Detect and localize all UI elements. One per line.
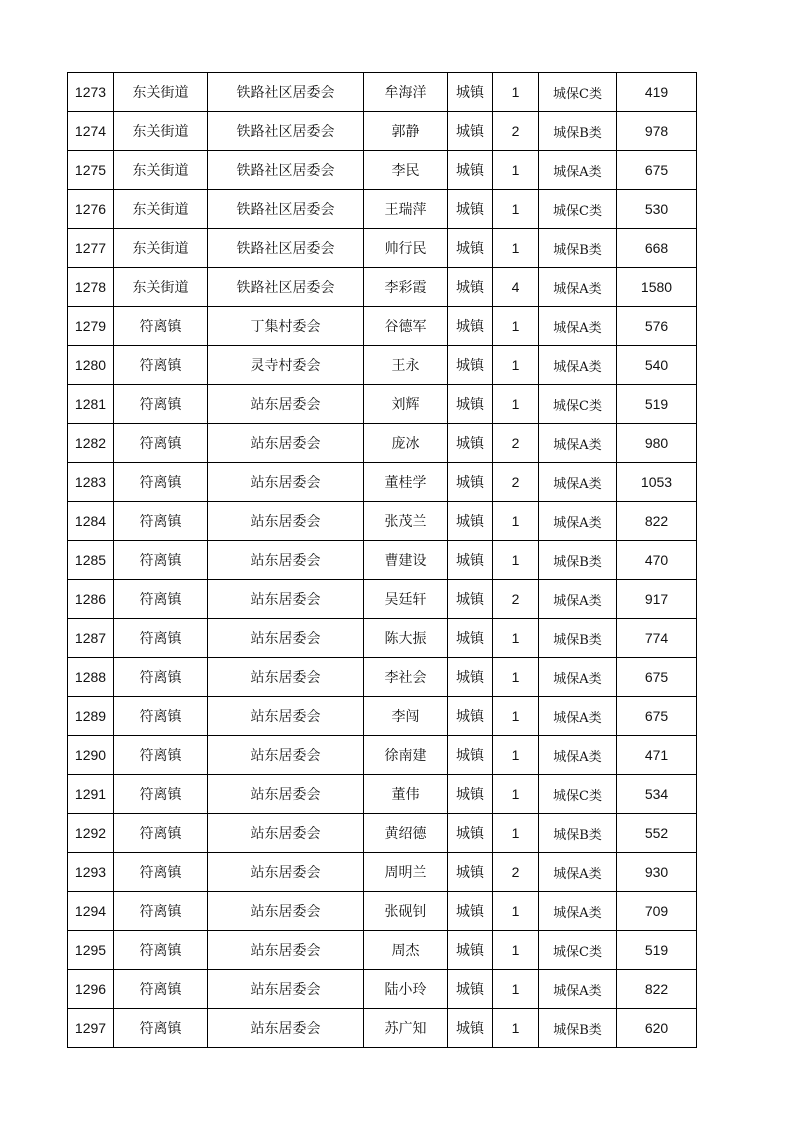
- committee-cell: 站东居委会: [208, 502, 364, 541]
- insurance-class-cell: 城保A类: [539, 892, 617, 931]
- table-row: [68, 502, 697, 541]
- insurance-class-cell: 城保B类: [539, 112, 617, 151]
- amount-cell: 978: [617, 112, 697, 151]
- committee-cell: 站东居委会: [208, 931, 364, 970]
- table-body: [68, 73, 697, 1048]
- amount-cell: 709: [617, 892, 697, 931]
- committee-cell: 站东居委会: [208, 424, 364, 463]
- household-count-cell: 1: [493, 970, 539, 1009]
- town-cell: 符离镇: [114, 931, 208, 970]
- committee-cell: 铁路社区居委会: [208, 190, 364, 229]
- amount-cell: 471: [617, 736, 697, 775]
- row-number-cell: 1286: [68, 580, 114, 619]
- household-count-cell: 1: [493, 502, 539, 541]
- insurance-class-cell: 城保C类: [539, 73, 617, 112]
- table-row: [68, 736, 697, 775]
- committee-cell: 铁路社区居委会: [208, 73, 364, 112]
- amount-cell: 530: [617, 190, 697, 229]
- area-type-cell: 城镇: [448, 541, 493, 580]
- row-number-cell: 1288: [68, 658, 114, 697]
- table-row: [68, 1009, 697, 1048]
- committee-cell: 站东居委会: [208, 1009, 364, 1048]
- row-number-cell: 1293: [68, 853, 114, 892]
- committee-cell: 站东居委会: [208, 736, 364, 775]
- amount-cell: 668: [617, 229, 697, 268]
- insurance-class-cell: 城保A类: [539, 424, 617, 463]
- household-count-cell: 1: [493, 73, 539, 112]
- insurance-class-cell: 城保C类: [539, 385, 617, 424]
- row-number-cell: 1275: [68, 151, 114, 190]
- town-cell: 符离镇: [114, 619, 208, 658]
- name-cell: 张砚钊: [364, 892, 448, 931]
- amount-cell: 822: [617, 970, 697, 1009]
- committee-cell: 站东居委会: [208, 697, 364, 736]
- table-row: [68, 346, 697, 385]
- amount-cell: 534: [617, 775, 697, 814]
- area-type-cell: 城镇: [448, 346, 493, 385]
- household-count-cell: 2: [493, 463, 539, 502]
- table-row: [68, 268, 697, 307]
- name-cell: 李民: [364, 151, 448, 190]
- committee-cell: 站东居委会: [208, 619, 364, 658]
- committee-cell: 丁集村委会: [208, 307, 364, 346]
- amount-cell: 576: [617, 307, 697, 346]
- amount-cell: 419: [617, 73, 697, 112]
- town-cell: 符离镇: [114, 502, 208, 541]
- data-table: [67, 72, 697, 1048]
- name-cell: 牟海洋: [364, 73, 448, 112]
- area-type-cell: 城镇: [448, 112, 493, 151]
- household-count-cell: 1: [493, 658, 539, 697]
- town-cell: 符离镇: [114, 346, 208, 385]
- household-count-cell: 1: [493, 619, 539, 658]
- amount-cell: 620: [617, 1009, 697, 1048]
- name-cell: 周明兰: [364, 853, 448, 892]
- name-cell: 帅行民: [364, 229, 448, 268]
- name-cell: 黄绍德: [364, 814, 448, 853]
- row-number-cell: 1290: [68, 736, 114, 775]
- insurance-class-cell: 城保A类: [539, 346, 617, 385]
- row-number-cell: 1278: [68, 268, 114, 307]
- area-type-cell: 城镇: [448, 151, 493, 190]
- household-count-cell: 1: [493, 541, 539, 580]
- name-cell: 周杰: [364, 931, 448, 970]
- table-row: [68, 541, 697, 580]
- area-type-cell: 城镇: [448, 892, 493, 931]
- table-row: [68, 970, 697, 1009]
- row-number-cell: 1274: [68, 112, 114, 151]
- town-cell: 东关街道: [114, 229, 208, 268]
- area-type-cell: 城镇: [448, 73, 493, 112]
- row-number-cell: 1280: [68, 346, 114, 385]
- town-cell: 符离镇: [114, 580, 208, 619]
- insurance-class-cell: 城保C类: [539, 190, 617, 229]
- insurance-class-cell: 城保A类: [539, 580, 617, 619]
- row-number-cell: 1292: [68, 814, 114, 853]
- committee-cell: 站东居委会: [208, 385, 364, 424]
- name-cell: 庞冰: [364, 424, 448, 463]
- name-cell: 李闯: [364, 697, 448, 736]
- name-cell: 郭静: [364, 112, 448, 151]
- insurance-class-cell: 城保A类: [539, 151, 617, 190]
- amount-cell: 675: [617, 151, 697, 190]
- name-cell: 王永: [364, 346, 448, 385]
- insurance-class-cell: 城保A类: [539, 463, 617, 502]
- table-row: [68, 190, 697, 229]
- table-row: [68, 307, 697, 346]
- insurance-class-cell: 城保A类: [539, 853, 617, 892]
- row-number-cell: 1279: [68, 307, 114, 346]
- row-number-cell: 1277: [68, 229, 114, 268]
- town-cell: 符离镇: [114, 307, 208, 346]
- area-type-cell: 城镇: [448, 385, 493, 424]
- row-number-cell: 1289: [68, 697, 114, 736]
- committee-cell: 灵寺村委会: [208, 346, 364, 385]
- row-number-cell: 1287: [68, 619, 114, 658]
- table-row: [68, 658, 697, 697]
- table-row: [68, 853, 697, 892]
- table-row: [68, 229, 697, 268]
- amount-cell: 552: [617, 814, 697, 853]
- insurance-class-cell: 城保C类: [539, 775, 617, 814]
- name-cell: 王瑞萍: [364, 190, 448, 229]
- town-cell: 东关街道: [114, 268, 208, 307]
- household-count-cell: 1: [493, 892, 539, 931]
- amount-cell: 675: [617, 658, 697, 697]
- amount-cell: 917: [617, 580, 697, 619]
- row-number-cell: 1282: [68, 424, 114, 463]
- row-number-cell: 1283: [68, 463, 114, 502]
- amount-cell: 1580: [617, 268, 697, 307]
- area-type-cell: 城镇: [448, 931, 493, 970]
- table-row: [68, 463, 697, 502]
- committee-cell: 铁路社区居委会: [208, 268, 364, 307]
- committee-cell: 站东居委会: [208, 775, 364, 814]
- name-cell: 陆小玲: [364, 970, 448, 1009]
- area-type-cell: 城镇: [448, 970, 493, 1009]
- table-row: [68, 775, 697, 814]
- amount-cell: 980: [617, 424, 697, 463]
- town-cell: 符离镇: [114, 853, 208, 892]
- town-cell: 符离镇: [114, 541, 208, 580]
- amount-cell: 774: [617, 619, 697, 658]
- town-cell: 东关街道: [114, 73, 208, 112]
- data-table-container: [67, 72, 697, 1048]
- row-number-cell: 1276: [68, 190, 114, 229]
- amount-cell: 675: [617, 697, 697, 736]
- insurance-class-cell: 城保B类: [539, 1009, 617, 1048]
- insurance-class-cell: 城保A类: [539, 502, 617, 541]
- insurance-class-cell: 城保B类: [539, 814, 617, 853]
- town-cell: 符离镇: [114, 736, 208, 775]
- area-type-cell: 城镇: [448, 424, 493, 463]
- table-row: [68, 424, 697, 463]
- insurance-class-cell: 城保C类: [539, 931, 617, 970]
- row-number-cell: 1285: [68, 541, 114, 580]
- insurance-class-cell: 城保A类: [539, 970, 617, 1009]
- household-count-cell: 2: [493, 424, 539, 463]
- name-cell: 李彩霞: [364, 268, 448, 307]
- area-type-cell: 城镇: [448, 814, 493, 853]
- household-count-cell: 2: [493, 853, 539, 892]
- row-number-cell: 1291: [68, 775, 114, 814]
- amount-cell: 470: [617, 541, 697, 580]
- committee-cell: 铁路社区居委会: [208, 112, 364, 151]
- table-row: [68, 112, 697, 151]
- area-type-cell: 城镇: [448, 1009, 493, 1048]
- table-row: [68, 814, 697, 853]
- town-cell: 符离镇: [114, 697, 208, 736]
- amount-cell: 822: [617, 502, 697, 541]
- insurance-class-cell: 城保A类: [539, 658, 617, 697]
- table-row: [68, 931, 697, 970]
- table-row: [68, 385, 697, 424]
- row-number-cell: 1281: [68, 385, 114, 424]
- town-cell: 东关街道: [114, 190, 208, 229]
- name-cell: 曹建设: [364, 541, 448, 580]
- household-count-cell: 1: [493, 697, 539, 736]
- town-cell: 东关街道: [114, 151, 208, 190]
- row-number-cell: 1295: [68, 931, 114, 970]
- insurance-class-cell: 城保B类: [539, 229, 617, 268]
- committee-cell: 站东居委会: [208, 892, 364, 931]
- amount-cell: 540: [617, 346, 697, 385]
- town-cell: 符离镇: [114, 424, 208, 463]
- table-row: [68, 580, 697, 619]
- area-type-cell: 城镇: [448, 658, 493, 697]
- committee-cell: 站东居委会: [208, 541, 364, 580]
- household-count-cell: 1: [493, 307, 539, 346]
- committee-cell: 站东居委会: [208, 814, 364, 853]
- row-number-cell: 1273: [68, 73, 114, 112]
- household-count-cell: 1: [493, 151, 539, 190]
- row-number-cell: 1284: [68, 502, 114, 541]
- area-type-cell: 城镇: [448, 268, 493, 307]
- town-cell: 符离镇: [114, 775, 208, 814]
- insurance-class-cell: 城保A类: [539, 268, 617, 307]
- name-cell: 董桂学: [364, 463, 448, 502]
- town-cell: 符离镇: [114, 658, 208, 697]
- household-count-cell: 1: [493, 1009, 539, 1048]
- area-type-cell: 城镇: [448, 580, 493, 619]
- table-row: [68, 619, 697, 658]
- area-type-cell: 城镇: [448, 307, 493, 346]
- town-cell: 符离镇: [114, 970, 208, 1009]
- town-cell: 符离镇: [114, 814, 208, 853]
- town-cell: 符离镇: [114, 1009, 208, 1048]
- area-type-cell: 城镇: [448, 229, 493, 268]
- name-cell: 张茂兰: [364, 502, 448, 541]
- table-row: [68, 151, 697, 190]
- area-type-cell: 城镇: [448, 853, 493, 892]
- area-type-cell: 城镇: [448, 502, 493, 541]
- insurance-class-cell: 城保A类: [539, 307, 617, 346]
- row-number-cell: 1297: [68, 1009, 114, 1048]
- area-type-cell: 城镇: [448, 463, 493, 502]
- household-count-cell: 1: [493, 229, 539, 268]
- committee-cell: 站东居委会: [208, 463, 364, 502]
- committee-cell: 站东居委会: [208, 658, 364, 697]
- town-cell: 符离镇: [114, 892, 208, 931]
- table-row: [68, 73, 697, 112]
- household-count-cell: 1: [493, 736, 539, 775]
- insurance-class-cell: 城保A类: [539, 697, 617, 736]
- name-cell: 徐南建: [364, 736, 448, 775]
- area-type-cell: 城镇: [448, 697, 493, 736]
- name-cell: 董伟: [364, 775, 448, 814]
- household-count-cell: 1: [493, 814, 539, 853]
- household-count-cell: 4: [493, 268, 539, 307]
- amount-cell: 930: [617, 853, 697, 892]
- town-cell: 符离镇: [114, 463, 208, 502]
- amount-cell: 519: [617, 385, 697, 424]
- insurance-class-cell: 城保B类: [539, 619, 617, 658]
- row-number-cell: 1294: [68, 892, 114, 931]
- committee-cell: 站东居委会: [208, 970, 364, 1009]
- table-row: [68, 697, 697, 736]
- household-count-cell: 1: [493, 775, 539, 814]
- household-count-cell: 2: [493, 580, 539, 619]
- name-cell: 李社会: [364, 658, 448, 697]
- name-cell: 谷德军: [364, 307, 448, 346]
- household-count-cell: 1: [493, 346, 539, 385]
- household-count-cell: 1: [493, 931, 539, 970]
- name-cell: 苏广知: [364, 1009, 448, 1048]
- household-count-cell: 2: [493, 112, 539, 151]
- amount-cell: 1053: [617, 463, 697, 502]
- area-type-cell: 城镇: [448, 190, 493, 229]
- insurance-class-cell: 城保A类: [539, 736, 617, 775]
- row-number-cell: 1296: [68, 970, 114, 1009]
- committee-cell: 铁路社区居委会: [208, 229, 364, 268]
- household-count-cell: 1: [493, 190, 539, 229]
- area-type-cell: 城镇: [448, 736, 493, 775]
- name-cell: 刘辉: [364, 385, 448, 424]
- committee-cell: 站东居委会: [208, 580, 364, 619]
- amount-cell: 519: [617, 931, 697, 970]
- table-row: [68, 892, 697, 931]
- town-cell: 符离镇: [114, 385, 208, 424]
- committee-cell: 站东居委会: [208, 853, 364, 892]
- area-type-cell: 城镇: [448, 619, 493, 658]
- area-type-cell: 城镇: [448, 775, 493, 814]
- name-cell: 陈大振: [364, 619, 448, 658]
- household-count-cell: 1: [493, 385, 539, 424]
- insurance-class-cell: 城保B类: [539, 541, 617, 580]
- town-cell: 东关街道: [114, 112, 208, 151]
- committee-cell: 铁路社区居委会: [208, 151, 364, 190]
- name-cell: 吴廷轩: [364, 580, 448, 619]
